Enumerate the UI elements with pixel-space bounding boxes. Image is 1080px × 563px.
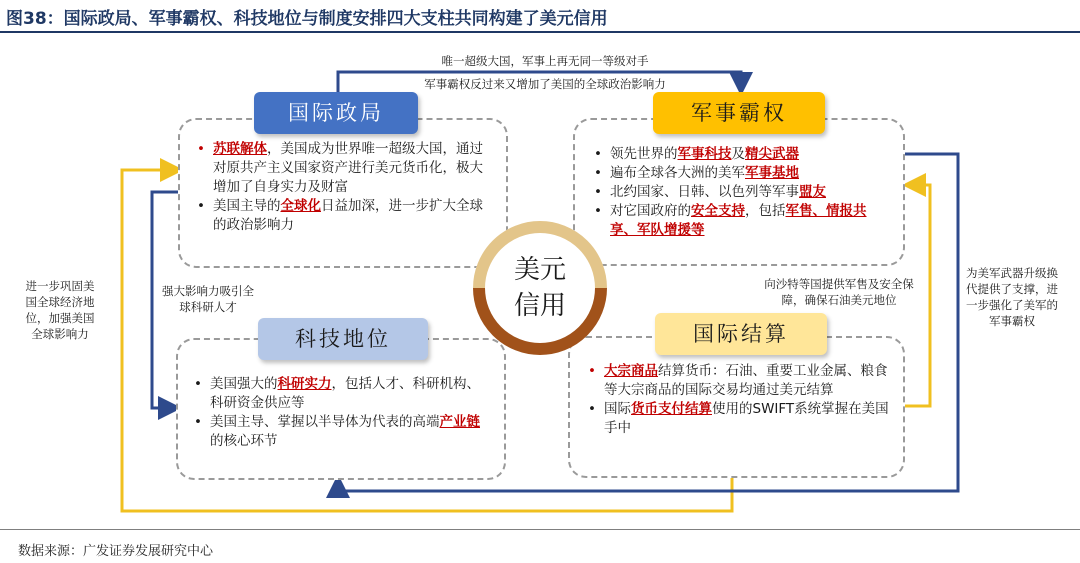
figure-title: 图38：国际政局、军事霸权、科技地位与制度安排四大支柱共同构建了美元信用 xyxy=(6,9,608,29)
center-label xyxy=(492,252,588,324)
source-note: 数据来源：广发证券发展研究中心 xyxy=(18,544,214,559)
note-left-inner: 强大影响力吸引全球科研人才 xyxy=(162,284,254,314)
list-item: • 大宗商品结算货币：石油、重要工业金属、粮食等大宗商品的国际交易均通过美元结算 xyxy=(588,363,888,398)
list-item: • 领先世界的军事科技及精尖武器 xyxy=(594,146,799,162)
heading-politics: 国际政局 xyxy=(254,92,418,134)
list-item: • 美国主导的全球化日益加深，进一步扩大全球的政治影响力 xyxy=(197,198,483,233)
center-line2: 信用 xyxy=(513,291,566,321)
heading-settlement: 国际结算 xyxy=(655,313,827,355)
heading-military: 军事霸权 xyxy=(653,92,825,134)
list-item: • 对它国政府的安全支持，包括军售、情报共享、军队增援等 xyxy=(594,203,867,238)
note-top-line1: 唯一超级大国，军事上再无同一等级对手 xyxy=(441,54,649,68)
list-item: • 遍布全球各大洲的美军军事基地 xyxy=(594,165,799,181)
footer-rule xyxy=(0,529,1080,530)
center-line1: 美元 xyxy=(513,255,566,285)
note-right-inner: 向沙特等国提供军售及安全保障，确保石油美元地位 xyxy=(764,277,914,307)
list-item: • 美国强大的科研实力，包括人才、科研机构、科研资金供应等 xyxy=(194,376,480,411)
list-item: • 国际货币支付结算使用的SWIFT系统掌握在美国手中 xyxy=(588,401,889,436)
note-left-outer: 进一步巩固美国全球经济地位，加强美国全球影响力 xyxy=(25,279,95,341)
note-top-line2: 军事霸权反过来又增加了美国的全球政治影响力 xyxy=(424,77,666,91)
note-right-outer: 为美军武器升级换代提供了支撑，进一步强化了美军的军事霸权 xyxy=(966,266,1058,328)
list-item: • 北约国家、日韩、以色列等军事盟友 xyxy=(594,184,826,200)
heading-tech: 科技地位 xyxy=(258,318,428,360)
list-item: • 苏联解体，美国成为世界唯一超级大国，通过对原共产主义国家资产进行美元货币化，极大增加了自身实力及财富 xyxy=(197,141,483,195)
list-item: • 美国主导、掌握以半导体为代表的高端产业链的核心环节 xyxy=(194,414,480,449)
